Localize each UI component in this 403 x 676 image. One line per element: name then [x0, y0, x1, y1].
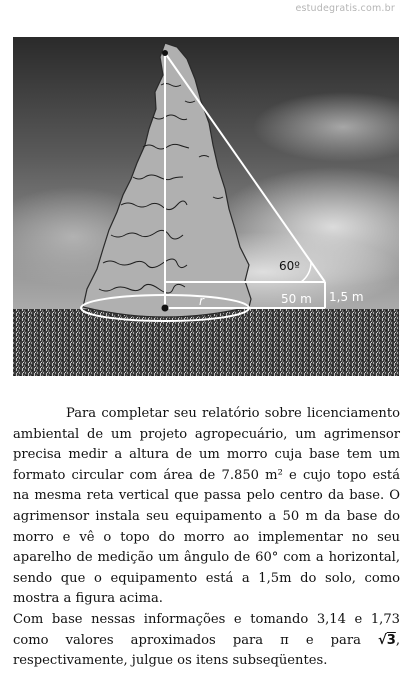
- instruction-text-start: Com base nessas informações e tomando 3,14 e 1,73 como valores aproximados para π e para: [13, 612, 400, 648]
- hill-top-point: [162, 50, 168, 56]
- sqrt-symbol: √: [377, 632, 387, 648]
- sqrt-radicand: 3: [386, 632, 396, 648]
- angle-label: 60º: [279, 259, 300, 273]
- instruction-paragraph: [13, 610, 400, 672]
- radius-label: r: [199, 294, 204, 308]
- hill-figure: [13, 37, 399, 376]
- site-watermark: estudegratis.com.br: [295, 3, 395, 14]
- hill-diagram: [13, 37, 399, 376]
- base-center-point: [162, 305, 169, 312]
- problem-paragraph: Para completar seu relatório sobre licenciamento ambiental de um projeto agropecuário, um agrimensor precisa medir a altura de um morro cuja base tem um formato circular com área de 7.850 m² e cujo topo está na mesma reta vertical que passa pelo centro da base. O agrimensor instala seu equipamento a 50 m da base do morro e vê o topo do morro ao implementar no seu aparelho de medição um ângulo de 60° com a horizontal, sendo que o equipamento está a 1,5m do solo, como mostra a figura acima.: [13, 406, 400, 607]
- distance-label: 50 m: [281, 292, 312, 306]
- sqrt-three: [378, 633, 396, 648]
- instruction-text-end: , respectivamente, julgue os itens subseqüentes.: [13, 632, 400, 669]
- height-label: 1,5 m: [329, 290, 364, 304]
